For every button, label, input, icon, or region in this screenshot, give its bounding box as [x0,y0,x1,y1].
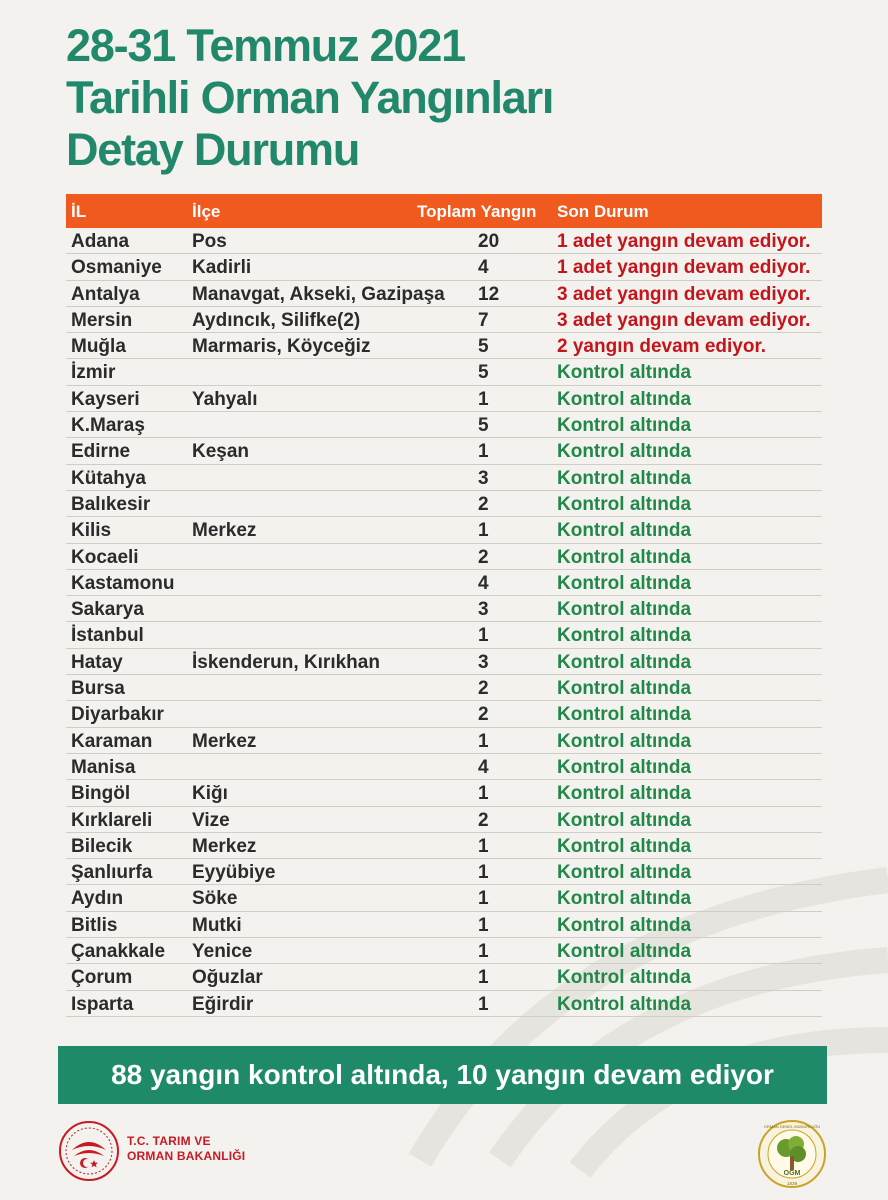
cell-durum: Kontrol altında [557,599,692,621]
cell-toplam: 5 [478,415,489,437]
table-row [66,544,822,570]
cell-ilce: Keşan [192,441,250,463]
table-row [66,912,822,938]
table-row [66,622,822,648]
cell-il: Adana [71,231,130,252]
cell-il: Kilis [71,520,112,542]
cell-durum: Kontrol altında [557,888,692,910]
cell-durum: Kontrol altında [557,862,692,884]
header-toplam: Toplam Yangın [417,202,537,221]
cell-ilce: Mutki [192,914,242,936]
cell-il: Çorum [71,967,133,989]
cell-toplam: 1 [478,941,489,963]
cell-durum: Kontrol altında [557,388,692,410]
ministry-line-2: ORMAN BAKANLIĞI [127,1149,246,1163]
cell-toplam: 3 [478,467,489,489]
ministry-name [127,1134,245,1164]
table-row [66,754,822,780]
table-row [66,333,822,359]
table-row [66,675,822,701]
cell-il: Bursa [71,678,125,700]
cell-ilce: İskenderun, Kırıkhan [192,651,380,673]
cell-ilce: Eğirdir [192,993,254,1015]
table-row [66,701,822,727]
cell-toplam: 1 [478,625,489,647]
fire-table [66,194,822,1017]
cell-ilce: Aydıncık, Silifke(2) [192,309,361,331]
cell-ilce: Oğuzlar [192,967,263,989]
cell-il: Kütahya [71,467,146,489]
title-line-2: Tarihli Orman Yangınları [66,72,554,123]
cell-durum: Kontrol altında [557,441,692,463]
cell-toplam: 20 [478,231,500,252]
cell-durum: Kontrol altında [557,546,692,568]
cell-toplam: 7 [478,309,489,331]
cell-toplam: 2 [478,678,489,700]
table-row [66,885,822,911]
table-row [66,438,822,464]
cell-durum: Kontrol altında [557,835,692,857]
ogm-year: 1839 [786,1181,798,1186]
cell-ilce: Vize [192,809,230,831]
table-row [66,307,822,333]
summary-banner: 88 yangın kontrol altında, 10 yangın devam ediyor [58,1046,827,1104]
cell-ilce: Manavgat, Akseki, Gazipaşa [192,283,445,305]
cell-toplam: 3 [478,651,489,673]
table-row [66,359,822,385]
cell-toplam: 4 [478,572,489,594]
cell-durum: Kontrol altında [557,415,692,437]
cell-il: Kastamonu [71,572,175,594]
cell-durum: Kontrol altında [557,362,692,384]
cell-toplam: 2 [478,809,489,831]
cell-durum: Kontrol altında [557,967,692,989]
cell-toplam: 1 [478,783,489,805]
cell-il: Osmaniye [71,257,162,279]
cell-durum: 1 adet yangın devam ediyor. [557,257,811,279]
cell-durum: Kontrol altında [557,493,692,515]
title-line-3: Detay Durumu [66,124,360,175]
cell-il: Şanlıurfa [71,862,153,884]
cell-il: Balıkesir [71,493,151,515]
cell-toplam: 1 [478,441,489,463]
cell-il: K.Maraş [71,415,145,437]
table-row [66,281,822,307]
table-row [66,228,822,254]
cell-toplam: 5 [478,362,489,384]
cell-ilce: Merkez [192,520,257,542]
cell-durum: Kontrol altında [557,625,692,647]
cell-durum: Kontrol altında [557,783,692,805]
table-row [66,833,822,859]
cell-il: Bilecik [71,835,133,857]
cell-il: İzmir [71,362,116,384]
table-row [66,596,822,622]
table-row [66,728,822,754]
cell-ilce: Pos [192,231,227,252]
cell-toplam: 1 [478,835,489,857]
cell-toplam: 2 [478,546,489,568]
ogm-abbr: OGM [783,1170,801,1177]
cell-toplam: 1 [478,520,489,542]
ministry-emblem-icon [58,1120,120,1182]
cell-ilce: Yenice [192,941,253,963]
cell-durum: Kontrol altında [557,678,692,700]
cell-il: Mersin [71,309,133,331]
table-row [66,254,822,280]
title-line-1: 28-31 Temmuz 2021 [66,20,465,71]
ministry-line-1: T.C. TARIM VE [127,1134,211,1148]
cell-durum: 3 adet yangın devam ediyor. [557,283,811,305]
cell-il: İstanbul [71,625,144,647]
header-ilce: İlçe [192,202,221,221]
cell-il: Edirne [71,441,131,463]
cell-durum: Kontrol altında [557,993,692,1015]
cell-ilce: Eyyübiye [192,862,276,884]
cell-il: Sakarya [71,599,144,621]
cell-toplam: 1 [478,888,489,910]
cell-toplam: 2 [478,493,489,515]
cell-ilce: Söke [192,888,238,910]
cell-toplam: 1 [478,388,489,410]
cell-durum: 2 yangın devam ediyor. [557,336,767,358]
cell-durum: Kontrol altında [557,651,692,673]
cell-toplam: 12 [478,283,500,305]
cell-il: Hatay [71,651,123,673]
table-row [66,570,822,596]
cell-toplam: 3 [478,599,489,621]
cell-il: Kayseri [71,388,140,410]
cell-il: Diyarbakır [71,704,164,726]
table-row [66,859,822,885]
cell-il: Isparta [71,993,134,1015]
cell-durum: 1 adet yangın devam ediyor. [557,231,811,252]
cell-il: Manisa [71,756,136,778]
table-row [66,938,822,964]
table-row [66,649,822,675]
cell-ilce: Merkez [192,730,257,752]
cell-toplam: 1 [478,862,489,884]
cell-il: Bingöl [71,783,131,805]
cell-ilce: Kiğı [192,783,228,805]
cell-il: Karaman [71,730,153,752]
table-row [66,412,822,438]
cell-toplam: 1 [478,993,489,1015]
cell-toplam: 1 [478,914,489,936]
table-row [66,386,822,412]
cell-il: Aydın [71,888,124,910]
cell-ilce: Marmaris, Köyceğiz [192,336,371,358]
cell-il: Muğla [71,336,126,358]
cell-ilce: Merkez [192,835,257,857]
cell-durum: Kontrol altında [557,704,692,726]
cell-toplam: 4 [478,756,489,778]
page-title [66,20,553,176]
cell-durum: Kontrol altında [557,809,692,831]
cell-durum: Kontrol altında [557,914,692,936]
cell-durum: 3 adet yangın devam ediyor. [557,309,811,331]
table-row [66,517,822,543]
table-row [66,465,822,491]
ogm-emblem-icon [756,1118,828,1190]
cell-il: Kırklareli [71,809,153,831]
cell-durum: Kontrol altında [557,520,692,542]
cell-durum: Kontrol altında [557,756,692,778]
cell-ilce: Yahyalı [192,388,258,410]
cell-toplam: 4 [478,257,489,279]
table-row [66,780,822,806]
table-row [66,991,822,1017]
table-body [66,228,822,1017]
cell-il: Kocaeli [71,546,139,568]
cell-il: Antalya [71,283,140,305]
table-row [66,964,822,990]
table-row [66,807,822,833]
cell-il: Bitlis [71,914,118,936]
cell-toplam: 2 [478,704,489,726]
cell-toplam: 1 [478,967,489,989]
cell-durum: Kontrol altında [557,467,692,489]
cell-durum: Kontrol altında [557,572,692,594]
cell-durum: Kontrol altında [557,730,692,752]
cell-ilce: Kadirli [192,257,252,279]
header-durum: Son Durum [557,202,649,221]
cell-toplam: 5 [478,336,489,358]
cell-toplam: 1 [478,730,489,752]
cell-durum: Kontrol altında [557,941,692,963]
table-row [66,491,822,517]
table-header [66,194,822,228]
cell-il: Çanakkale [71,941,166,963]
ogm-logo-text: ORMAN GENEL MÜDÜRLÜĞÜ [763,1124,821,1129]
header-il: İL [71,202,87,221]
